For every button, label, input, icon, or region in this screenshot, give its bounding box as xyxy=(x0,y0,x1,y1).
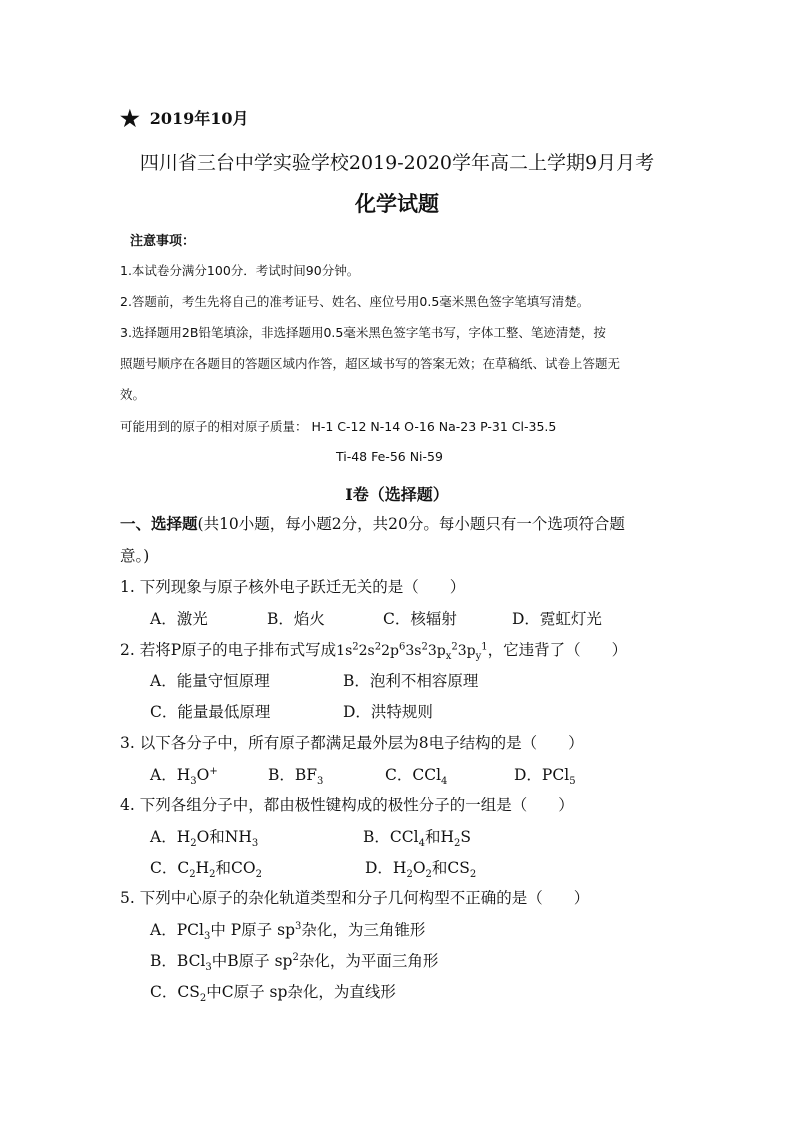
q2-config: $1s^22s^22p^63s^23p_x^23p_y^1$ xyxy=(336,641,488,662)
q1-option-c: C．核辐射 xyxy=(383,610,457,628)
q4-option-b: B．CCl$_4$和$H_2S$ xyxy=(363,828,471,850)
q3-option-c: C．CCl$_4$ xyxy=(385,766,448,788)
q4-option-a: A．$H_2O$和$NH_3$ xyxy=(150,828,259,850)
section-1-heading xyxy=(120,512,625,534)
date-text: 2019年10月 xyxy=(149,109,249,128)
notice-item-3-line-3: 效。 xyxy=(120,387,146,402)
q1-stem: 1. 下列现象与原子核外电子跃迁无关的是（ ） xyxy=(120,578,466,596)
q2-stem-post: ，它违背了（ ） xyxy=(487,641,628,659)
q2-stem-pre: 2. 若将P原子的电子排布式写成 xyxy=(120,641,337,659)
notice-item-1: 1.本试卷分满分100分．考试时间90分钟。 xyxy=(120,263,360,278)
q1-option-a: A．激光 xyxy=(150,610,208,628)
notice-title: 注意事项： xyxy=(130,234,196,249)
school-title: 四川省三台中学实验学校2019-2020学年高二上学期9月月考 xyxy=(139,152,655,174)
q5-option-b: B．BCl$_3$中B原子 $sp^2$杂化，为平面三角形 xyxy=(150,951,439,974)
q3-stem: 3. 以下各分子中，所有原子都满足最外层为8电子结构的是（ ） xyxy=(120,734,584,752)
section-1-desc-cont: 意。) xyxy=(120,547,150,565)
q1-option-b: B．焰火 xyxy=(267,610,325,628)
q2-option-a: A．能量守恒原理 xyxy=(150,672,270,690)
q2-option-b: B．泡利不相容原理 xyxy=(343,672,479,690)
q1-option-d: D．霓虹灯光 xyxy=(512,610,602,628)
part-1-title: Ⅰ卷（选择题） xyxy=(345,485,449,504)
section-1-label: 一、选择题 xyxy=(120,514,198,533)
section-1-desc: (共10小题，每小题2分，共20分。每小题只有一个选项符合题 xyxy=(197,515,625,533)
q5-option-c: C．$CS_2$中C原子 sp杂化，为直线形 xyxy=(150,983,396,1005)
q3-option-b: B．$BF_3$ xyxy=(268,766,324,788)
q4-option-d: D．$H_2O_2$和$CS_2$ xyxy=(365,859,477,881)
q2-option-d: D．洪特规则 xyxy=(343,703,433,721)
q3-option-a: A．$H_3O^+$ xyxy=(150,765,218,788)
notice-item-3-line-1: 3.选择题用2B铅笔填涂，非选择题用0.5毫米黑色签字笔书写，字体工整、笔迹清楚，按 xyxy=(120,325,606,340)
q5-stem: 5. 下列中心原子的杂化轨道类型和分子几何构型不正确的是（ ） xyxy=(120,889,590,907)
q2-stem xyxy=(120,638,627,660)
atomic-masses-line-1: 可能用到的原子的相对原子质量： H-1 C-12 N-14 O-16 Na-23 P-31 Cl-35.5 xyxy=(120,419,557,434)
notice-item-3-line-2: 照题号顺序在各题目的答题区域内作答，超区域书写的答案无效；在草稿纸、试卷上答题无 xyxy=(120,356,621,371)
q4-option-c: C．$C_2H_2$和$CO_2$ xyxy=(150,859,262,881)
q2-option-c: C．能量最低原理 xyxy=(150,703,271,721)
q4-stem: 4. 下列各组分子中，都由极性键构成的极性分子的一组是（ ） xyxy=(120,796,574,814)
notice-item-2: 2.答题前，考生先将自己的准考证号、姓名、座位号用0.5毫米黑色签字笔填写清楚。 xyxy=(120,294,590,309)
atomic-masses-line-2: Ti-48 Fe-56 Ni-59 xyxy=(336,449,443,464)
q5-option-a: A．PCl$_3$中 P原子 $sp^3$杂化，为三角锥形 xyxy=(150,920,426,943)
star-icon: ★ xyxy=(120,106,140,132)
exam-date xyxy=(120,106,249,132)
subject-title: 化学试题 xyxy=(355,191,439,216)
q3-option-d: D．PCl$_5$ xyxy=(514,766,576,788)
